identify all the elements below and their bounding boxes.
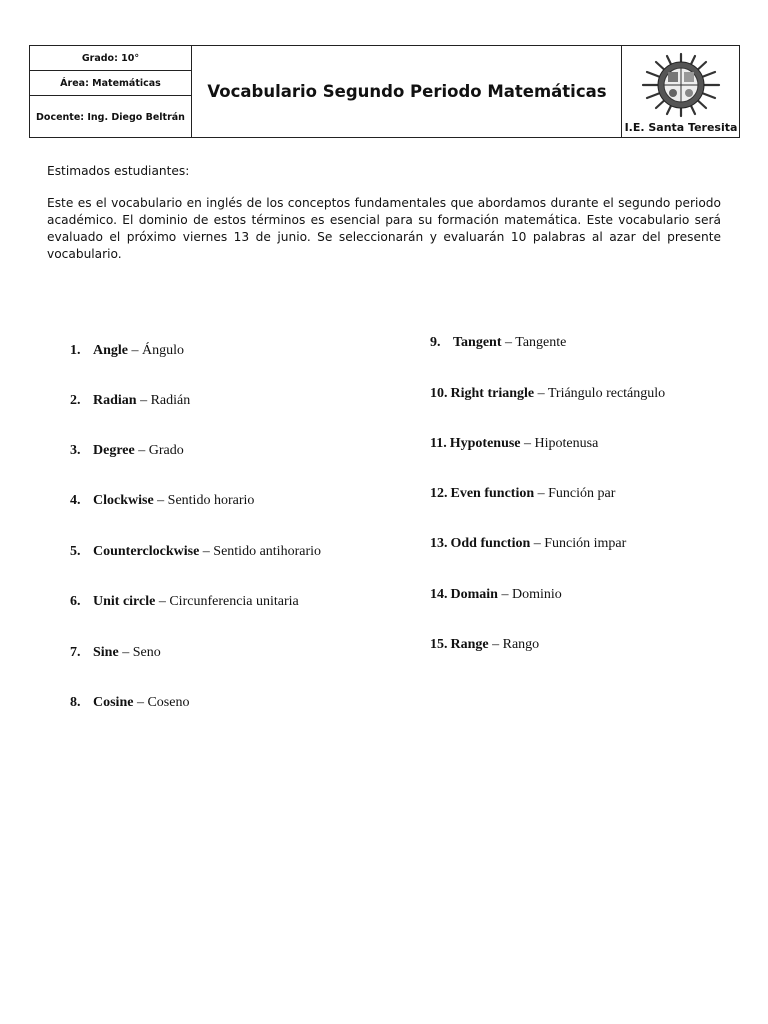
teacher-label: Docente: Ing. Diego Beltrán: [36, 111, 185, 123]
school-logo-cell: [621, 46, 740, 137]
vocab-item: 13. Odd function – Función impar: [430, 536, 627, 551]
vocab-item: 8. Cosine – Coseno: [70, 695, 190, 710]
school-crest-icon: [640, 52, 722, 118]
vocab-item: 2. Radian – Radián: [70, 393, 191, 408]
header-info-column: [30, 46, 192, 137]
school-name: I.E. Santa Teresita: [624, 121, 738, 134]
document-header: [29, 45, 740, 138]
vocab-item: 11. Hypotenuse – Hipotenusa: [430, 436, 599, 451]
vocab-item: 3. Degree – Grado: [70, 443, 184, 458]
grade-label: Grado: 10°: [30, 46, 191, 71]
vocab-item: 6. Unit circle – Circunferencia unitaria: [70, 594, 299, 609]
vocab-item: 15. Range – Rango: [430, 637, 540, 652]
document-title: Vocabulario Segundo Periodo Matemáticas: [207, 82, 607, 101]
vocab-item: 12. Even function – Función par: [430, 486, 616, 501]
vocab-item: 7. Sine – Seno: [70, 645, 161, 660]
intro-paragraph: Este es el vocabulario en inglés de los conceptos fundamentales que abordamos durante el segundo periodo académico. El dominio de estos términos es esencial para su formación matemática. Este vocabulario será evaluado el próximo viernes 13 de junio. Se seleccionarán y evaluarán 10 palabras al azar del presente vocabulario.: [47, 196, 721, 261]
vocab-item: 4. Clockwise – Sentido horario: [70, 493, 255, 508]
vocab-item: 1. Angle – Ángulo: [70, 343, 184, 358]
area-label: Área: Matemáticas: [30, 71, 191, 96]
vocab-item: 10. Right triangle – Triángulo rectángulo: [430, 386, 666, 401]
vocab-item: 5. Counterclockwise – Sentido antihorario: [70, 544, 321, 559]
vocab-item: 9. Tangent – Tangente: [430, 335, 567, 350]
vocab-item: 14. Domain – Dominio: [430, 587, 562, 602]
greeting-text: Estimados estudiantes:: [47, 164, 190, 178]
